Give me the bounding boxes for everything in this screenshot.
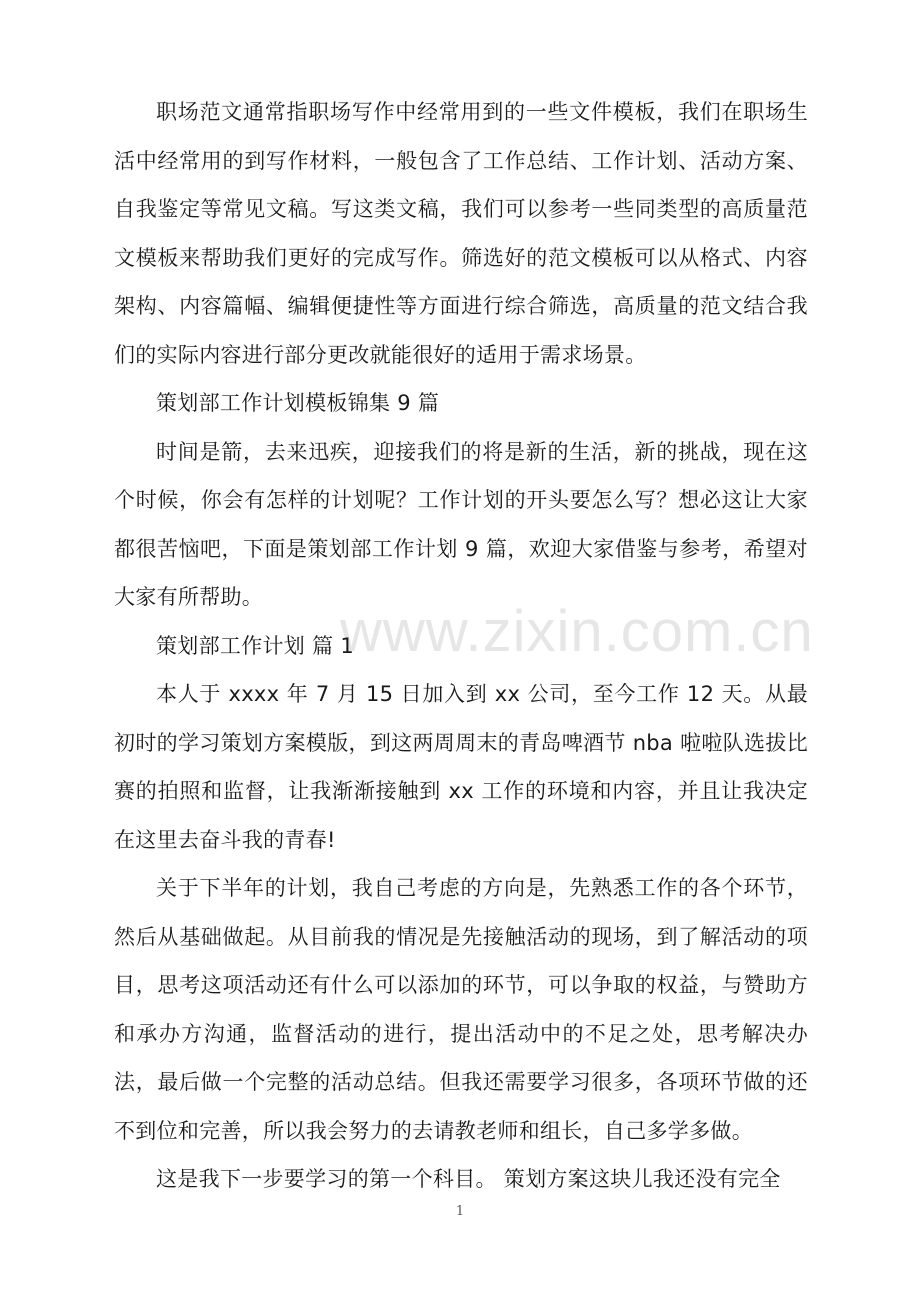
watermark: www.zixin.com.cn: [340, 599, 814, 664]
preface-paragraph: 时间是箭，去来迅疾，迎接我们的将是新的生活，新的挑战，现在这个时候，你会有怎样的计划呢？工作计划的开头要怎么写？想必这让大家都很苦恼吧，下面是策划部工作计划 9 篇，欢迎大家借鉴与参考，希望对大家有所帮助。: [114, 439, 808, 609]
page-number: 1: [455, 1204, 465, 1219]
intro-paragraph: 职场范文通常指职场写作中经常用到的一些文件模板，我们在职场生活中经常用的到写作材料，一般包含了工作总结、工作计划、活动方案、自我鉴定等常见文稿。写这类文稿，我们可以参考一些同类型的高质量范文模板来帮助我们更好的完成写作。筛选好的范文模板可以从格式、内容架构、内容篇幅、编辑便捷性等方面进行综合筛选，高质量的范文结合我们的实际内容进行部分更改就能很好的适用于需求场景。: [114, 100, 808, 367]
section-title: 策划部工作计划 篇 1: [156, 633, 355, 658]
collection-title: 策划部工作计划模板锦集 9 篇: [156, 391, 440, 415]
document-page: [114, 88, 808, 1204]
body-paragraph: 关于下半年的计划，我自己考虑的方向是，先熟悉工作的各个环节，然后从基础做起。从目前我的情况是先接触活动的现场，到了解活动的项目，思考这项活动还有什么可以添加的环节，可以争取的权益，与赞助方和承办方沟通，监督活动的进行，提出活动中的不足之处，思考解决办法，最后做一个完整的活动总结。但我还需要学习很多，各项环节做的还不到位和完善，所以我会努力的去请教老师和组长，自己多学多做。: [114, 876, 808, 1143]
body-paragraph: 这是我下一步要学习的第一个科目。 策划方案这块儿我还没有完全: [156, 1167, 781, 1191]
body-paragraph: 本人于 xxxx 年 7 月 15 日加入到 xx 公司，至今工作 12 天。从最初时的学习策划方案模版，到这两周周末的青岛啤酒节 nba 啦啦队选拔比赛的拍照和监督，让我渐渐接触到 xx 工作的环境和内容，并且让我决定在这里去奋斗我的青春!: [114, 682, 808, 852]
